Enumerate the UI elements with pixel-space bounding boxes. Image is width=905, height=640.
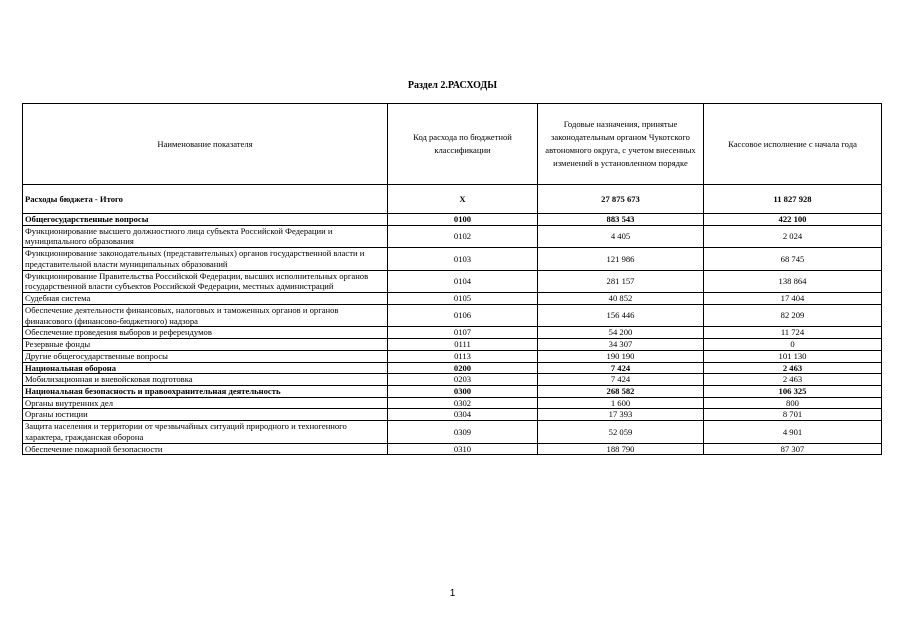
row-code: 0203: [388, 374, 538, 386]
row-name: Функционирование высшего должностного лица субъекта Российской Федерации и муниципального образования: [23, 225, 388, 247]
row-exec: 17 404: [704, 293, 882, 305]
table-row: [23, 327, 882, 339]
row-plan: 121 986: [538, 248, 704, 270]
row-exec: 4 901: [704, 421, 882, 443]
row-name: Защита населения и территории от чрезвычайных ситуаций природного и техногенного характера, гражданская оборона: [23, 421, 388, 443]
row-plan: 883 543: [538, 214, 704, 226]
row-plan: 34 307: [538, 339, 704, 351]
row-code: 0304: [388, 409, 538, 421]
row-exec: 800: [704, 397, 882, 409]
row-code: 0113: [388, 350, 538, 362]
expenses-table: [22, 103, 882, 455]
header-code: Код расхода по бюджетной классификации: [388, 104, 538, 185]
row-code: 0302: [388, 397, 538, 409]
row-exec: 11 724: [704, 327, 882, 339]
table-header-row: [23, 104, 882, 185]
section-title: Раздел 2.РАСХОДЫ: [407, 80, 498, 91]
row-name: Функционирование Правительства Российской Федерации, высших исполнительных органов государственной власти субъектов Российской Федерации, местных администраций: [23, 270, 388, 292]
row-name: Национальная оборона: [23, 362, 388, 374]
row-name: Функционирование законодательных (представительных) органов государственной власти и представительной власти муниципальных образований: [23, 248, 388, 270]
table-row: [23, 339, 882, 351]
row-exec: 68 745: [704, 248, 882, 270]
table-row: [23, 421, 882, 443]
table-row: [23, 362, 882, 374]
row-code: X: [388, 185, 538, 214]
row-exec: 2 463: [704, 374, 882, 386]
row-plan: 17 393: [538, 409, 704, 421]
row-exec: 11 827 928: [704, 185, 882, 214]
table-row: [23, 225, 882, 247]
row-plan: 156 446: [538, 304, 704, 326]
row-name: Резервные фонды: [23, 339, 388, 351]
table-row: [23, 374, 882, 386]
table-row: [23, 214, 882, 226]
table-body: [23, 185, 882, 455]
row-code: 0310: [388, 443, 538, 455]
row-name: Органы внутренних дел: [23, 397, 388, 409]
header-name: Наименование показателя: [23, 104, 388, 185]
row-code: 0103: [388, 248, 538, 270]
row-exec: 0: [704, 339, 882, 351]
page-number: 1: [449, 588, 456, 599]
row-exec: 422 100: [704, 214, 882, 226]
row-name: Национальная безопасность и правоохранительная деятельность: [23, 386, 388, 398]
row-plan: 4 405: [538, 225, 704, 247]
row-code: 0111: [388, 339, 538, 351]
row-code: 0100: [388, 214, 538, 226]
row-code: 0107: [388, 327, 538, 339]
row-name: Другие общегосударственные вопросы: [23, 350, 388, 362]
row-name: Расходы бюджета - Итого: [23, 185, 388, 214]
row-plan: 1 600: [538, 397, 704, 409]
row-plan: 7 424: [538, 362, 704, 374]
table-row: [23, 185, 882, 214]
row-plan: 268 582: [538, 386, 704, 398]
row-name: Органы юстиции: [23, 409, 388, 421]
row-exec: 2 024: [704, 225, 882, 247]
row-code: 0200: [388, 362, 538, 374]
row-code: 0309: [388, 421, 538, 443]
table-row: [23, 386, 882, 398]
table-row: [23, 270, 882, 292]
header-exec: Кассовое исполнение с начала года: [704, 104, 882, 185]
row-plan: 188 790: [538, 443, 704, 455]
row-exec: 8 701: [704, 409, 882, 421]
table-row: [23, 397, 882, 409]
table-row: [23, 293, 882, 305]
row-plan: 281 157: [538, 270, 704, 292]
table-row: [23, 409, 882, 421]
row-name: Обеспечение пожарной безопасности: [23, 443, 388, 455]
row-exec: 82 209: [704, 304, 882, 326]
row-name: Обеспечение деятельности финансовых, налоговых и таможенных органов и органов финансового (финансово-бюджетного) надзора: [23, 304, 388, 326]
table-row: [23, 350, 882, 362]
table-row: [23, 248, 882, 270]
row-plan: 190 190: [538, 350, 704, 362]
row-plan: 52 059: [538, 421, 704, 443]
row-code: 0300: [388, 386, 538, 398]
row-code: 0106: [388, 304, 538, 326]
row-exec: 2 463: [704, 362, 882, 374]
table-row: [23, 304, 882, 326]
row-code: 0104: [388, 270, 538, 292]
header-plan: Годовые назначения, принятые законодательным органом Чукотского автономного округа, с учетом внесенных изменений в установленном порядке: [538, 104, 704, 185]
row-exec: 87 307: [704, 443, 882, 455]
row-exec: 106 325: [704, 386, 882, 398]
row-code: 0105: [388, 293, 538, 305]
row-name: Общегосударственные вопросы: [23, 214, 388, 226]
row-plan: 7 424: [538, 374, 704, 386]
row-name: Судебная система: [23, 293, 388, 305]
row-name: Мобилизационная и вневойсковая подготовка: [23, 374, 388, 386]
row-plan: 40 852: [538, 293, 704, 305]
table-row: [23, 443, 882, 455]
row-plan: 54 200: [538, 327, 704, 339]
row-plan: 27 875 673: [538, 185, 704, 214]
row-name: Обеспечение проведения выборов и референдумов: [23, 327, 388, 339]
row-exec: 101 130: [704, 350, 882, 362]
row-exec: 138 864: [704, 270, 882, 292]
row-code: 0102: [388, 225, 538, 247]
